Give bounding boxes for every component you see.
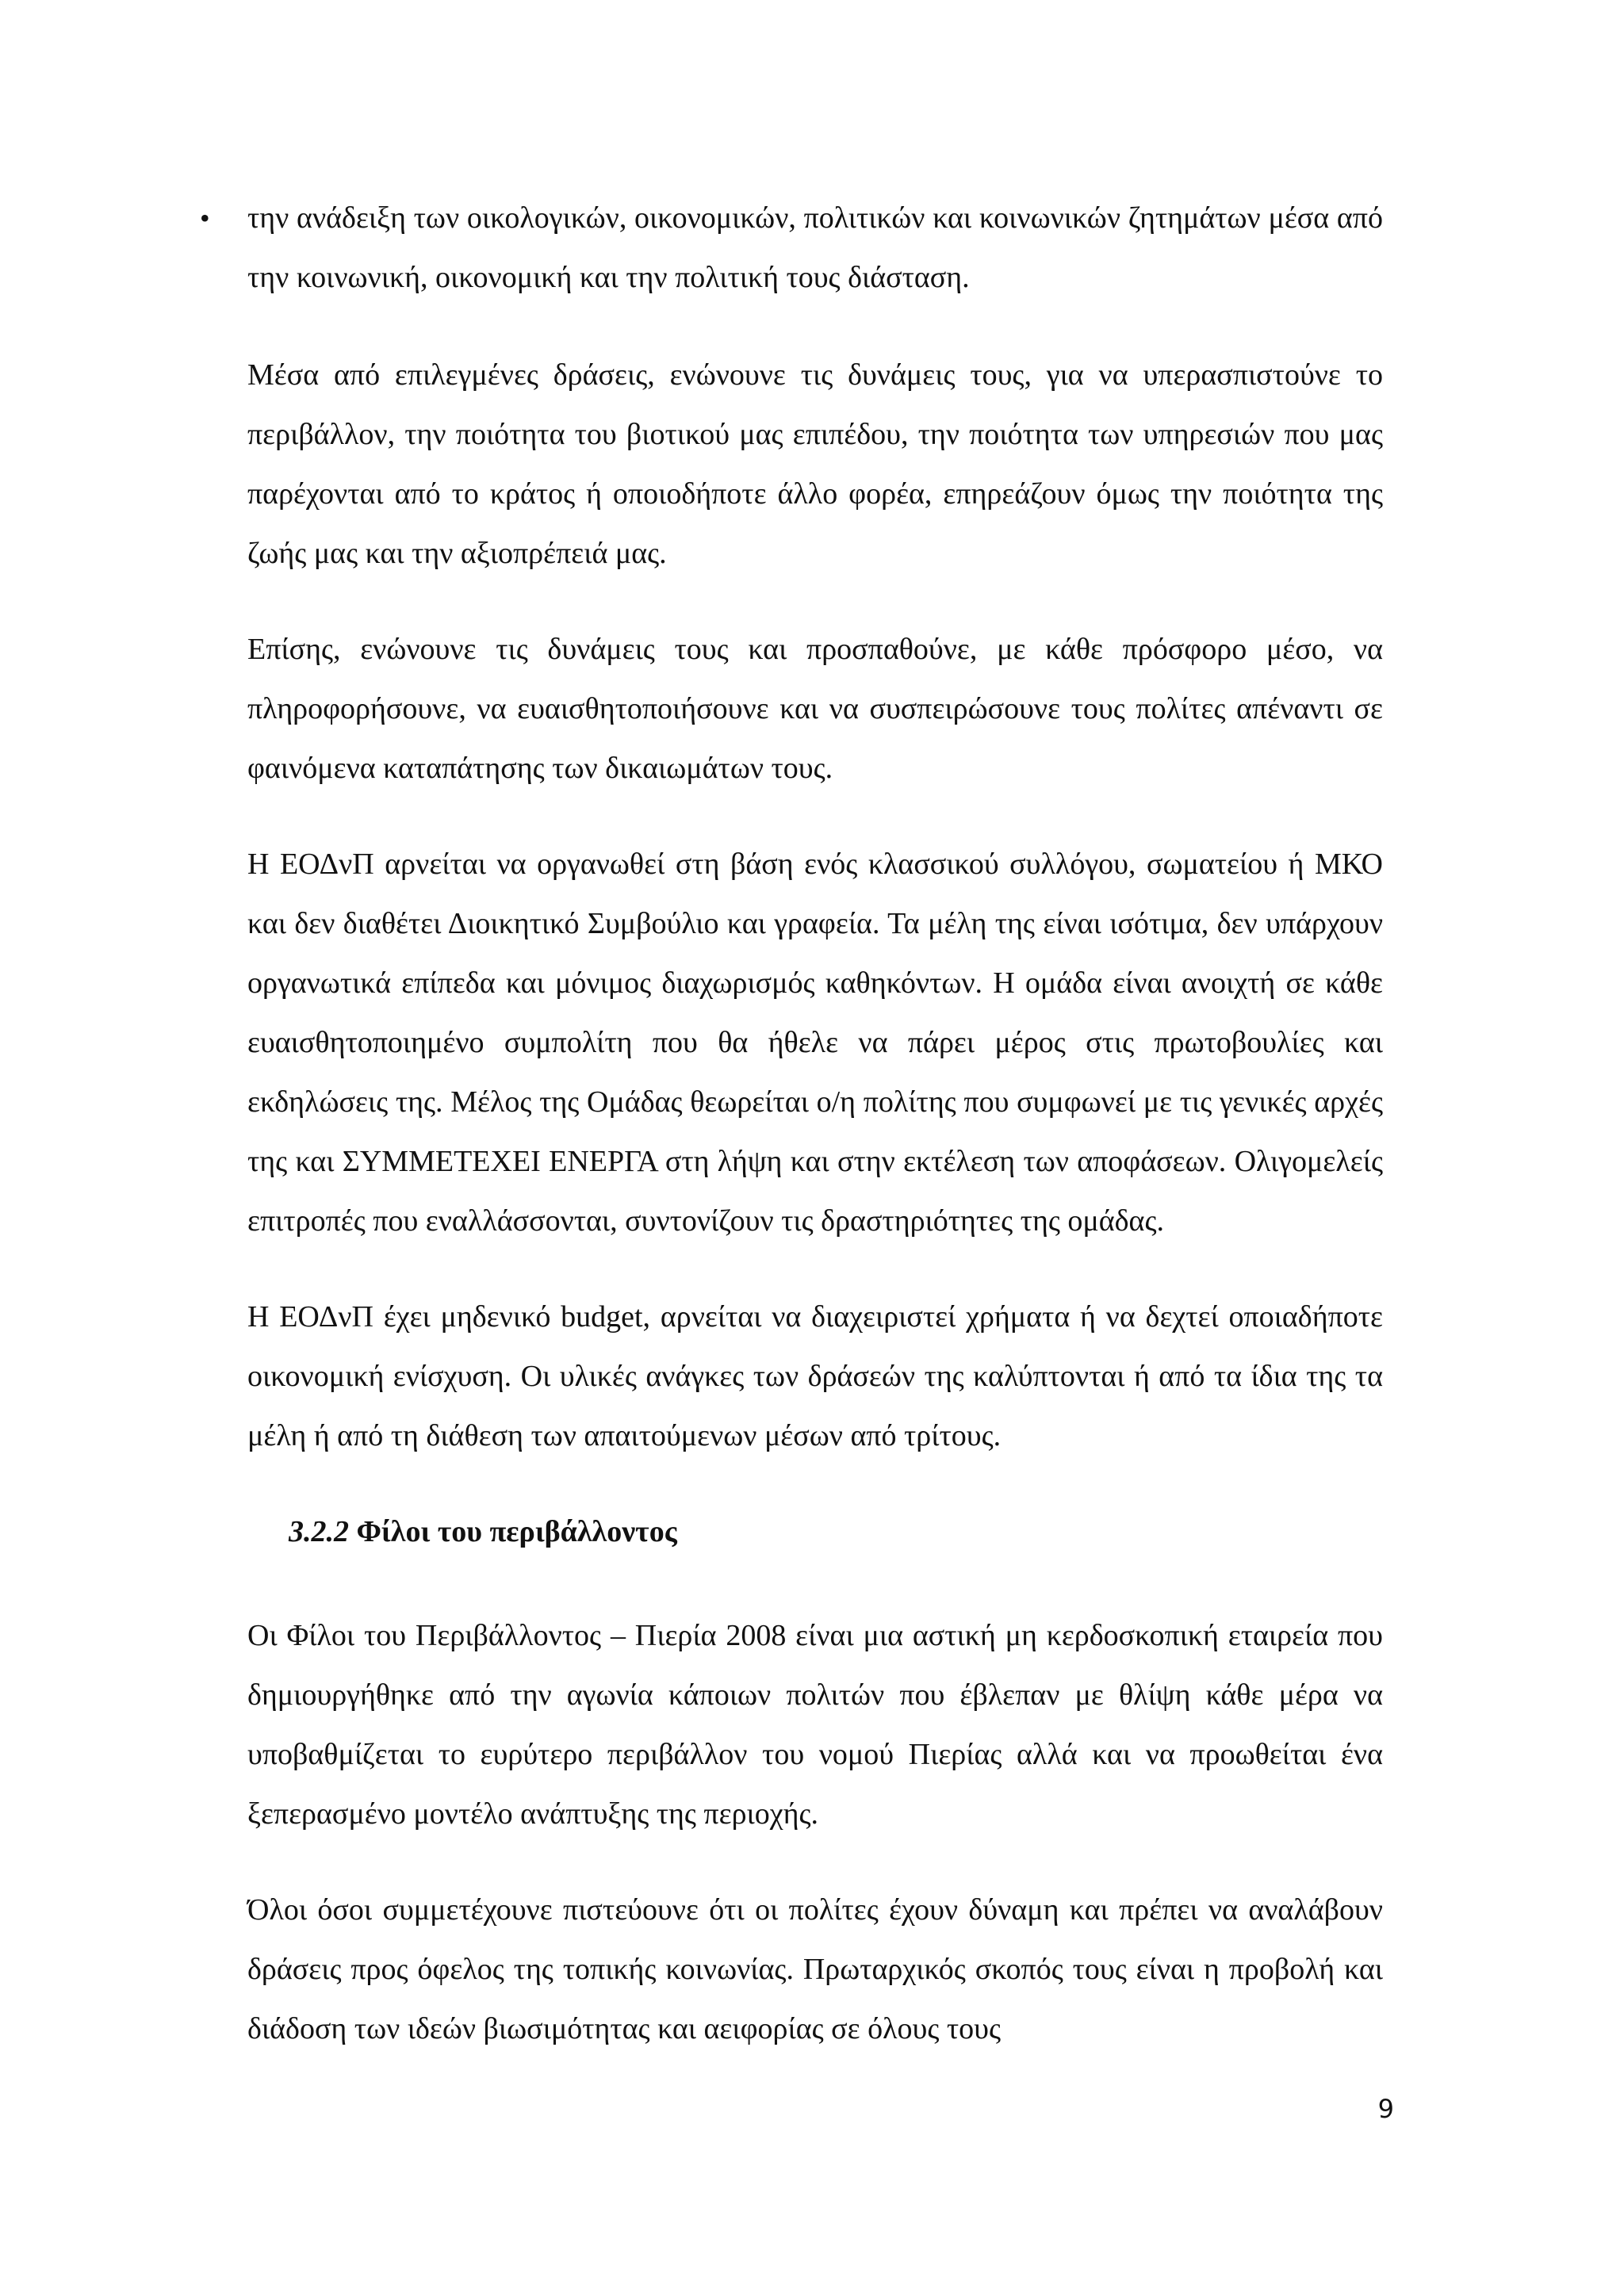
paragraph: Οι Φίλοι του Περιβάλλοντος – Πιερία 2008 είναι μια αστική μη κερδοσκοπική εταιρεία που δημιουργήθηκε από την αγωνία κάποιων πολιτών που έβλεπαν με θλίψη κάθε μέρα να υποβαθμίζεται το ευρύτερο περιβάλλον του νομού Πιερίας αλλά και να προωθείται ένα ξεπερασμένο μοντέλο ανάπτυξης της περιοχής. (247, 1619, 1383, 1831)
section-title: Φίλοι του περιβάλλοντος (356, 1515, 677, 1548)
bullet-text: την ανάδειξη των οικολογικών, οικονομικών, πολιτικών και κοινωνικών ζητημάτων μέσα από την κοινωνική, οικονομική και την πολιτική τους διάσταση. (247, 201, 1383, 294)
page-number: 9 (1377, 2094, 1394, 2124)
paragraph: Η ΕΟΔνΠ έχει μηδενικό budget, αρνείται να διαχειριστεί χρήματα ή να δεχτεί οποιαδήποτε οικονομική ενίσχυση. Οι υλικές ανάγκες των δράσεών της καλύπτονται ή από τα ίδια της τα μέλη ή από τη διάθεση των απαιτούμενων μέσων από τρίτους. (247, 1300, 1383, 1452)
paragraph: Η ΕΟΔνΠ αρνείται να οργανωθεί στη βάση ενός κλασσικού συλλόγου, σωματείου ή ΜΚΟ και δεν διαθέτει Διοικητικό Συμβούλιο και γραφεία. Τα μέλη της είναι ισότιμα, δεν υπάρχουν οργανωτικά επίπεδα και μόνιμος διαχωρισμός καθηκόντων. Η ομάδα είναι ανοιχτή σε κάθε ευαισθητοποιημένο συμπολίτη που θα ήθελε να πάρει μέρος στις πρωτοβουλίες και εκδηλώσεις της. Μέλος της Ομάδας θεωρείται ο/η πολίτης που συμφωνεί με τις γενικές αρχές της και ΣΥΜΜΕΤΕΧΕΙ ΕΝΕΡΓΑ στη λήψη και στην εκτέλεση των αποφάσεων. Ολιγομελείς επιτροπές που εναλλάσσονται, συντονίζουν τις δραστηριότητες της ομάδας. (247, 848, 1383, 1238)
section-number: 3.2.2 (289, 1515, 349, 1548)
bullet-marker: • (200, 202, 210, 234)
bullet-list-item (200, 189, 1383, 308)
page-body (200, 189, 1383, 2095)
paragraph: Μέσα από επιλεγμένες δράσεις, ενώνουνε τις δυνάμεις τους, για να υπερασπιστούνε το περιβάλλον, την ποιότητα του βιοτικού μας επιπέδου, την ποιότητα των υπηρεσιών που μας παρέχονται από το κράτος ή οποιοδήποτε άλλο φορέα, επηρεάζουν όμως την ποιότητα της ζωής μας και την αξιοπρέπειά μας. (247, 358, 1383, 570)
section-heading (289, 1502, 1383, 1562)
paragraph: Όλοι όσοι συμμετέχουνε πιστεύουνε ότι οι πολίτες έχουν δύναμη και πρέπει να αναλάβουν δράσεις προς όφελος της τοπικής κοινωνίας. Πρωταρχικός σκοπός τους είναι η προβολή και διάδοση των ιδεών βιωσιμότητας και αειφορίας σε όλους τους (247, 1893, 1383, 2045)
paragraph: Επίσης, ενώνουνε τις δυνάμεις τους και προσπαθούνε, με κάθε πρόσφορο μέσο, να πληροφορήσουνε, να ευαισθητοποιήσουνε και να συσπειρώσουνε τους πολίτες απέναντι σε φαινόμενα καταπάτησης των δικαιωμάτων τους. (247, 633, 1383, 785)
